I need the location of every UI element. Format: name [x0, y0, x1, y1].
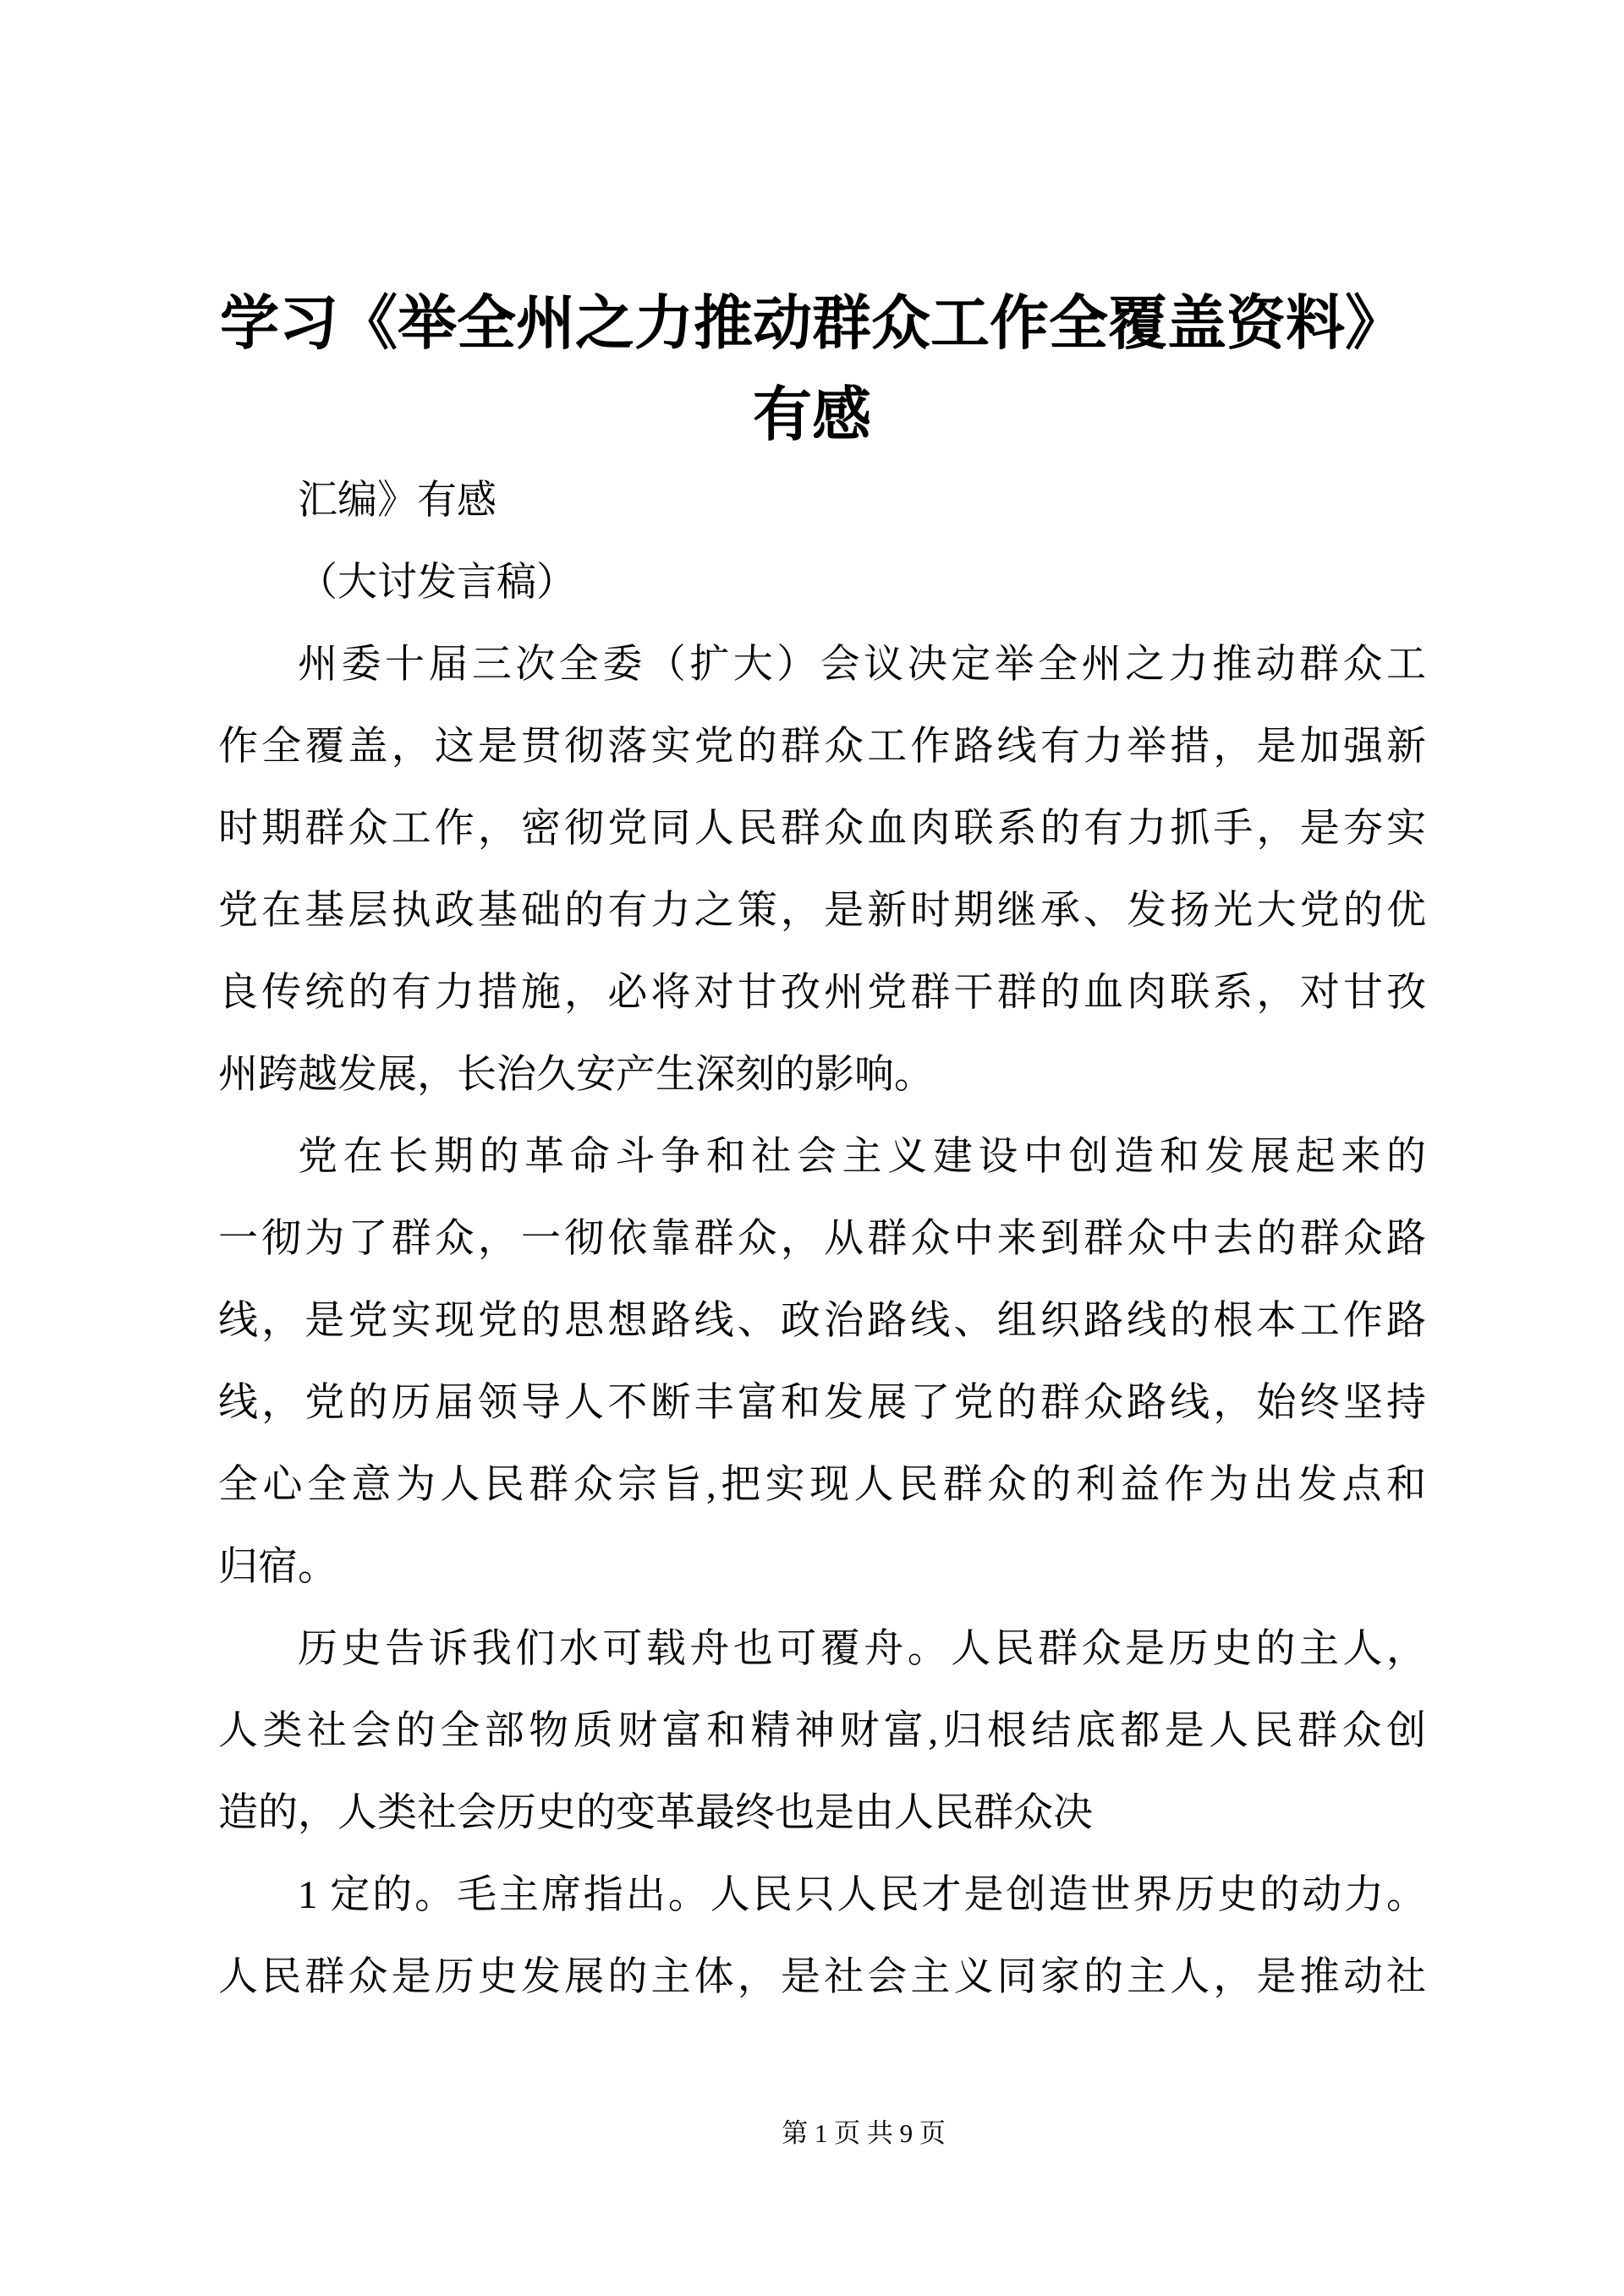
- body-line: 人民群众是历史发展的主体，是社会主义同家的主人，是推动社: [218, 1955, 1426, 1999]
- body-line: 州委十届三次全委（扩大）会议决定举全州之力推动群众工: [298, 643, 1426, 687]
- body-line: 党在基层执政基础的有力之策，是新时期继承、发扬光大党的优: [218, 889, 1426, 933]
- body-line: （大讨发言稿）: [298, 561, 576, 605]
- body-line: 归宿。: [218, 1545, 337, 1589]
- document-title-line-1: 学习《举全州之力推动群众工作全覆盖资料》: [220, 292, 1404, 357]
- body-line: 造的，人类社会历史的变革最终也是由人民群众决: [218, 1791, 1093, 1835]
- document-title-line-2: 有感: [753, 383, 871, 448]
- body-line: 作全覆盖，这是贯彻落实党的群众工作路线有力举措，是加强新: [218, 725, 1426, 769]
- document-title: [0, 279, 1624, 462]
- body-line: 汇编》有感: [298, 479, 497, 523]
- page-number-footer: 第 1 页 共 9 页: [782, 2118, 946, 2148]
- body-line: 线，党的历届领导人不断丰富和发展了党的群众路线，始终坚持: [218, 1381, 1426, 1425]
- body-line: 时期群众工作，密彻党同人民群众血肉联系的有力抓手，是夯实: [218, 807, 1426, 851]
- body-line: 良传统的有力措施，必将对甘孜州党群干群的血肉联系，对甘孜: [218, 971, 1426, 1015]
- body-line: 线，是党实现党的思想路线、政治路线、组织路线的根本工作路: [218, 1299, 1426, 1343]
- body-line: 一彻为了群众，一彻依靠群众，从群众中来到群众中去的群众路: [218, 1217, 1426, 1261]
- body-line: 历史告诉我们水可载舟也可覆舟。人民群众是历史的主人，: [298, 1627, 1426, 1671]
- body-line: 全心全意为人民群众宗旨,把实现人民群众的利益作为出发点和: [218, 1463, 1426, 1507]
- body-line: 1 定的。毛主席指出。人民只人民才是创造世界历史的动力。: [298, 1873, 1426, 1917]
- body-line: 人类社会的全部物质财富和精神财富,归根结底都是人民群众创: [218, 1709, 1426, 1753]
- body-text: [218, 460, 1426, 2019]
- body-line: 党在长期的革命斗争和社会主义建设中创造和发展起来的: [298, 1135, 1426, 1179]
- body-line: 州跨越发展，长治久安产生深刻的影响。: [218, 1053, 934, 1097]
